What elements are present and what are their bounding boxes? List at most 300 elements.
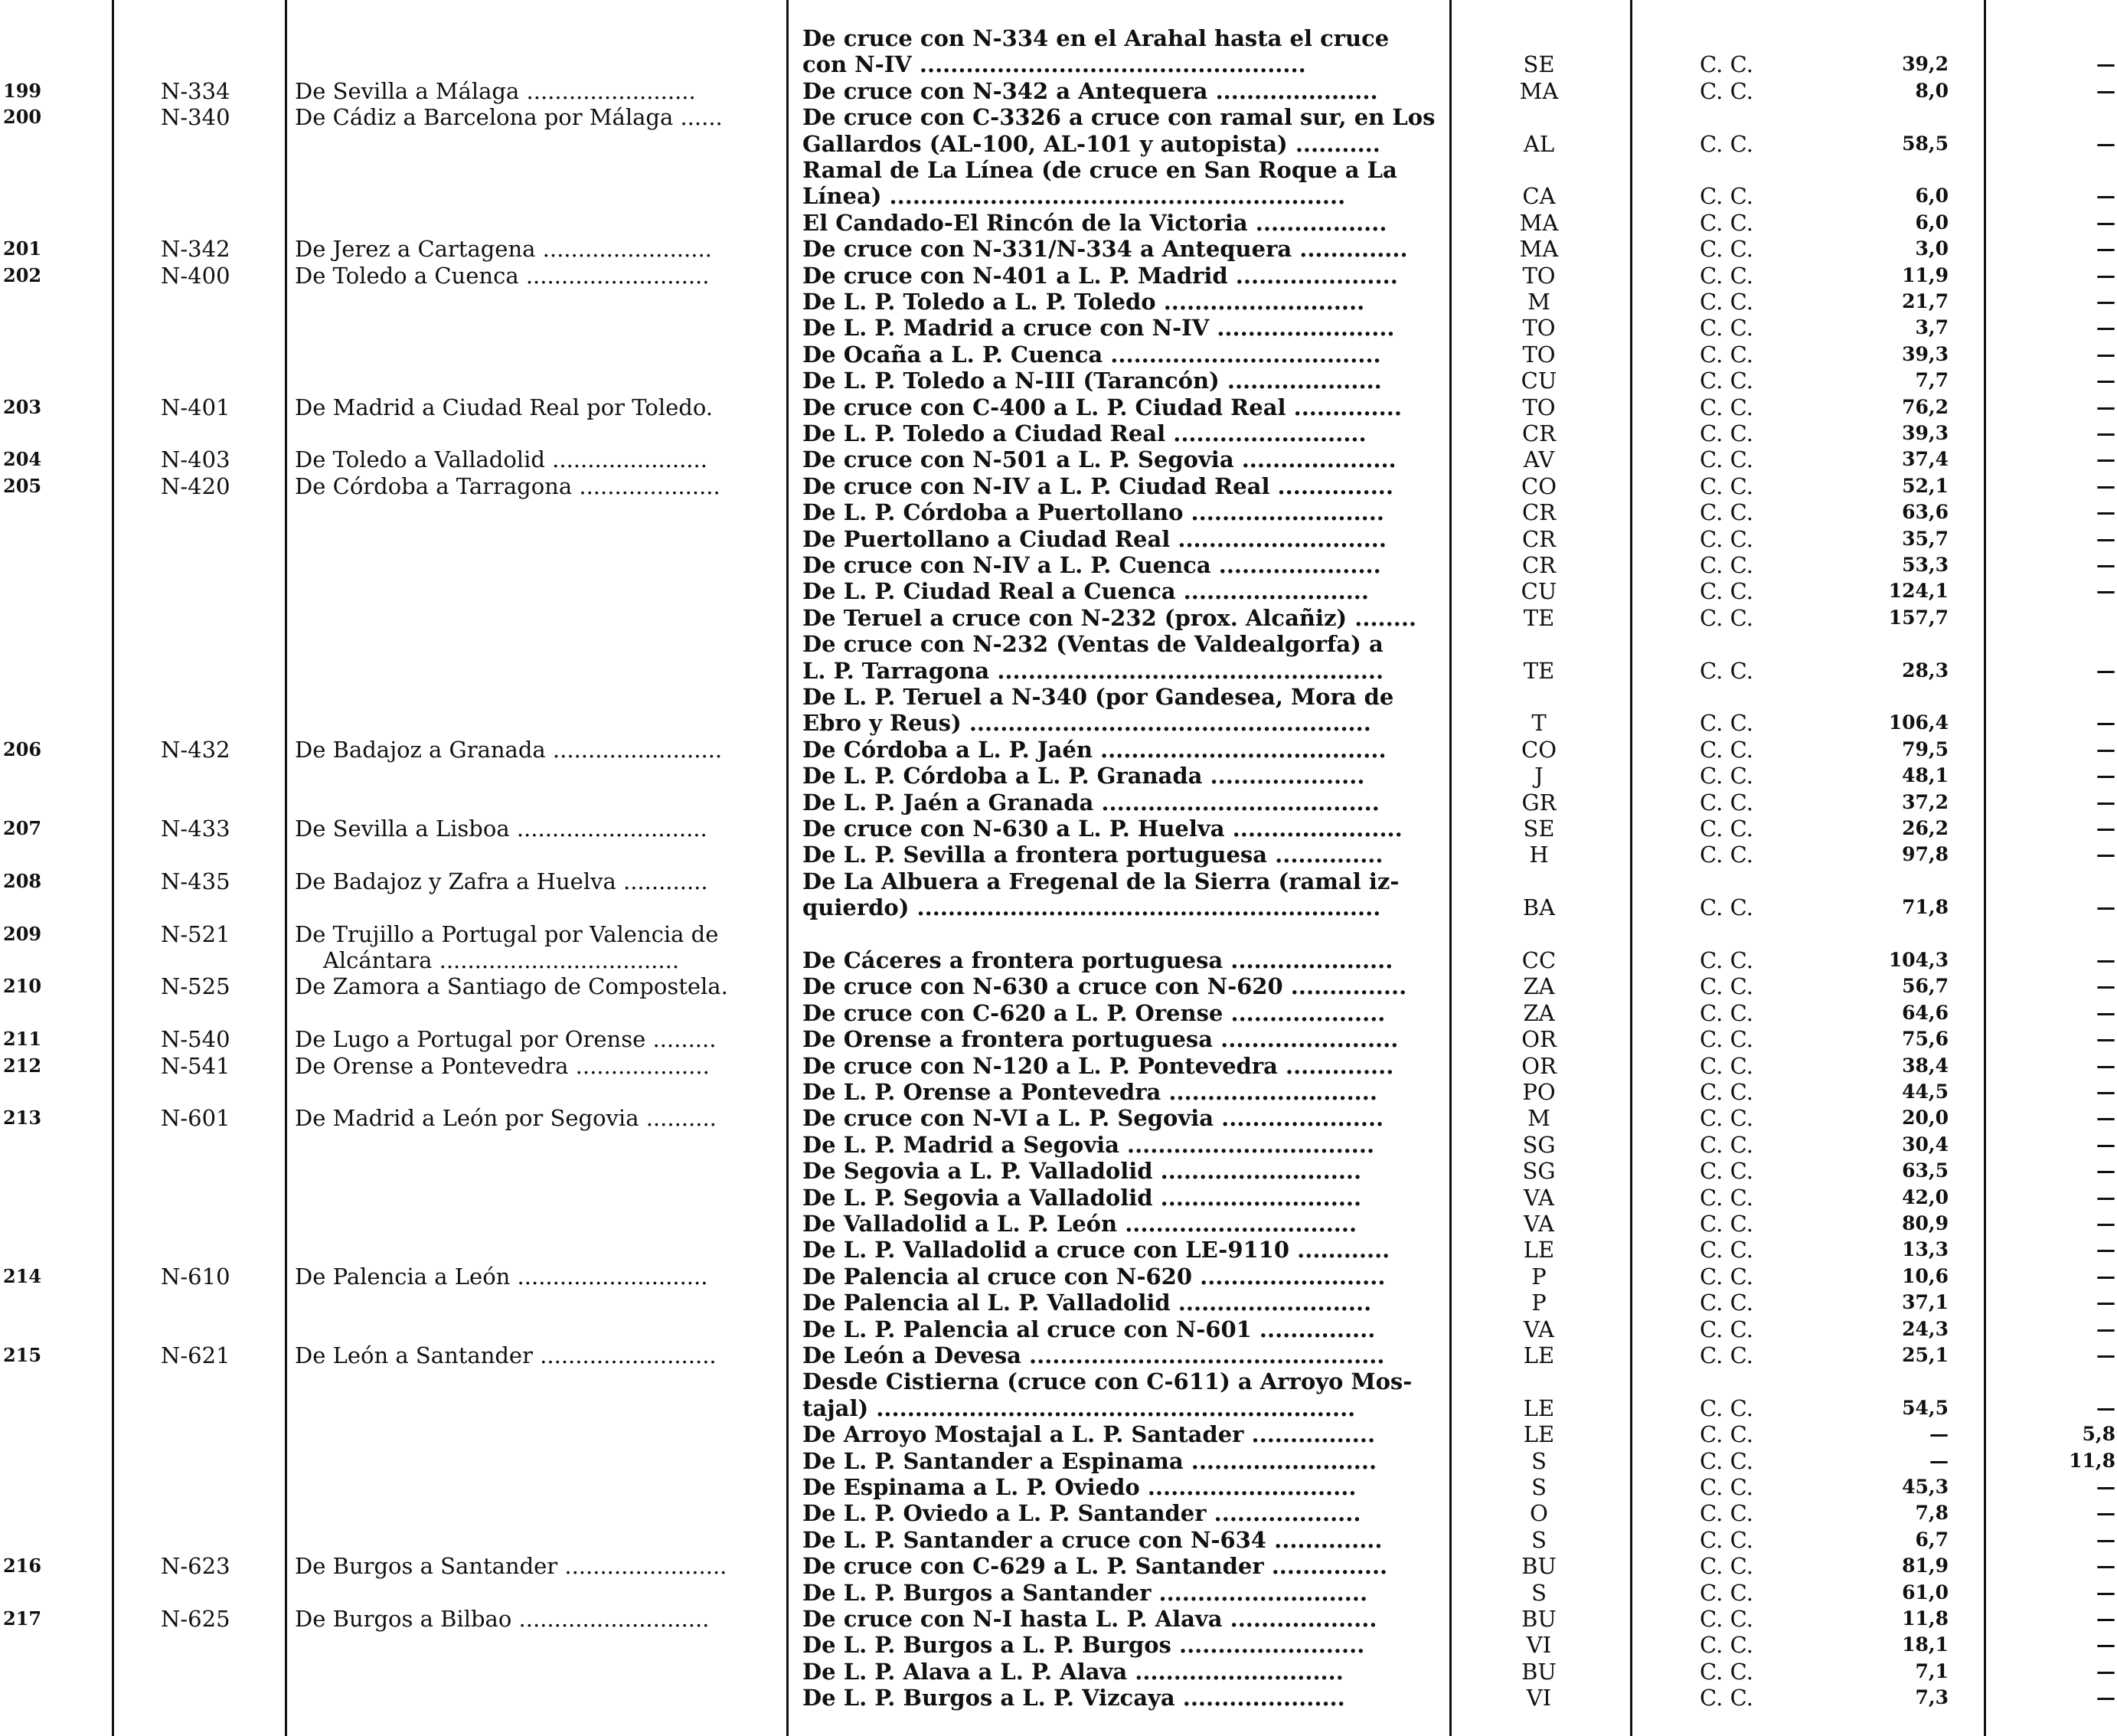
classification: C. C. — [1700, 1342, 1753, 1368]
table-row — [0, 1526, 2117, 1554]
classification: C. C. — [1700, 1237, 1753, 1264]
table-row — [0, 1658, 2117, 1685]
section-description: De Cáceres a frontera portuguesa ..................... — [802, 947, 1393, 973]
road-name: De Toledo a Cuenca .......................... — [295, 262, 710, 289]
table-row — [0, 1236, 2117, 1264]
road-name: De Jerez a Cartagena ........................ — [295, 236, 712, 263]
province-code: TO — [1522, 394, 1556, 420]
table-row — [0, 1579, 2117, 1607]
length-km-alt: — — [2096, 316, 2115, 339]
province-code: LE — [1523, 1394, 1555, 1421]
section-description: De L. P. Burgos a L. P. Burgos ........................ — [802, 1632, 1365, 1659]
classification: C. C. — [1700, 183, 1753, 210]
classification: C. C. — [1700, 472, 1753, 499]
length-km-alt: — — [2096, 211, 2115, 234]
length-km: 13,3 — [1902, 1238, 1949, 1261]
length-km-alt: — — [2096, 659, 2115, 682]
length-km: 75,6 — [1902, 1028, 1949, 1051]
length-km: 39,3 — [1902, 422, 1949, 444]
table-row — [0, 1078, 2117, 1106]
table-row — [0, 1421, 2117, 1448]
road-code: N-342 — [161, 236, 230, 263]
table-row — [0, 1184, 2117, 1211]
table-row — [0, 446, 2117, 473]
table-row — [0, 341, 2117, 368]
classification: C. C. — [1700, 1079, 1753, 1105]
length-km-alt: — — [2096, 1028, 2115, 1051]
section-description: De cruce con N-IV a L. P. Ciudad Real ............... — [802, 472, 1393, 499]
road-name: De León a Santander ......................... — [295, 1342, 717, 1368]
length-km-alt: — — [2096, 1581, 2115, 1604]
road-number: 200 — [3, 106, 42, 129]
road-name: De Sevilla a Lisboa ........................... — [295, 816, 707, 842]
length-km: 11,9 — [1902, 263, 1949, 286]
classification: C. C. — [1700, 209, 1753, 236]
length-km-alt: — — [2096, 1344, 2115, 1366]
province-code: VI — [1526, 1632, 1552, 1659]
road-name: De Cádiz a Barcelona por Málaga ...... — [295, 104, 723, 131]
classification: C. C. — [1700, 394, 1753, 420]
length-km-alt: — — [2096, 422, 2115, 444]
length-km-alt: 5,8 — [2082, 1423, 2115, 1446]
section-description: quierdo) ............................................................ — [802, 894, 1381, 921]
length-km: 20,0 — [1902, 1107, 1949, 1130]
table-row — [0, 1025, 2117, 1053]
section-description: con N-IV .................................................. — [802, 51, 1306, 78]
province-code: SG — [1522, 1158, 1556, 1185]
section-description: De cruce con N-120 a L. P. Pontevedra .............. — [802, 1052, 1394, 1079]
length-km: 44,5 — [1902, 1081, 1949, 1103]
length-km: 7,7 — [1915, 369, 1949, 392]
classification: C. C. — [1700, 763, 1753, 790]
table-row — [0, 551, 2117, 579]
section-description: De Palencia al L. P. Valladolid ......................... — [802, 1290, 1372, 1316]
section-description: De La Albuera a Fregenal de la Sierra (ramal iz- — [802, 868, 1400, 894]
classification: C. C. — [1700, 1211, 1753, 1237]
province-code: S — [1531, 1474, 1547, 1500]
section-description: De L. P. Madrid a cruce con N-IV ....................... — [802, 315, 1395, 342]
length-km: 106,4 — [1888, 711, 1949, 734]
province-code: CO — [1521, 472, 1557, 499]
section-description: Ramal de La Línea (de cruce en San Roque a La — [802, 157, 1397, 183]
province-code: H — [1529, 842, 1549, 868]
classification: C. C. — [1700, 1026, 1753, 1053]
section-description: De L. P. Toledo a L. P. Toledo .......................... — [802, 289, 1365, 315]
length-km: 48,1 — [1902, 764, 1949, 787]
section-description: De Orense a frontera portuguesa ....................... — [802, 1026, 1399, 1053]
classification: C. C. — [1700, 77, 1753, 104]
length-km: 35,7 — [1902, 527, 1949, 550]
section-description: De cruce con C-3326 a cruce con ramal sur, en Los — [802, 104, 1436, 131]
classification: C. C. — [1700, 1632, 1753, 1659]
length-km: 52,1 — [1902, 474, 1949, 497]
province-code: M — [1527, 1105, 1550, 1132]
length-km: 63,5 — [1902, 1159, 1949, 1182]
road-name: De Madrid a Ciudad Real por Toledo. — [295, 394, 713, 420]
length-km: 42,0 — [1902, 1185, 1949, 1208]
length-km: 157,7 — [1888, 606, 1949, 629]
section-description: De L. P. Santander a Espinama ........................ — [802, 1447, 1377, 1474]
table-row — [0, 499, 2117, 526]
table-row — [0, 1131, 2117, 1159]
table-row — [0, 1684, 2117, 1711]
road-name: De Badajoz a Granada ........................ — [295, 736, 723, 763]
section-description: L. P. Tarragona .................................................. — [802, 657, 1384, 684]
table-row — [0, 367, 2117, 394]
section-description: De L. P. Córdoba a L. P. Granada .................... — [802, 763, 1365, 790]
table-row — [0, 1605, 2117, 1633]
classification: C. C. — [1700, 1421, 1753, 1448]
section-description: De cruce con N-401 a L. P. Madrid ..................... — [802, 262, 1398, 289]
table-row — [0, 1210, 2117, 1237]
province-code: ZA — [1523, 973, 1555, 1000]
classification: C. C. — [1700, 1184, 1753, 1211]
classification: C. C. — [1700, 842, 1753, 868]
province-code: S — [1531, 1526, 1547, 1553]
classification: C. C. — [1700, 1394, 1753, 1421]
road-code: N-621 — [161, 1342, 230, 1368]
section-description: De cruce con N-630 a cruce con N-620 ............... — [802, 973, 1407, 1000]
table-row — [0, 1342, 2117, 1369]
length-km-alt: — — [2096, 1528, 2115, 1551]
province-code: BU — [1521, 1553, 1557, 1580]
table-row — [0, 1499, 2117, 1527]
section-description: De L. P. Oviedo a L. P. Santander ................... — [802, 1500, 1361, 1527]
classification: C. C. — [1700, 1158, 1753, 1185]
length-km: 11,8 — [1902, 1607, 1949, 1630]
classification: C. C. — [1700, 51, 1753, 78]
length-km: 18,1 — [1902, 1633, 1949, 1656]
table-row — [0, 262, 2117, 289]
province-code: GR — [1521, 789, 1557, 816]
length-km: 39,2 — [1902, 53, 1949, 76]
road-number: 213 — [3, 1107, 42, 1130]
table-row — [0, 709, 2117, 737]
classification: C. C. — [1700, 657, 1753, 684]
table-row — [0, 130, 2117, 158]
length-km-alt: — — [2096, 1291, 2115, 1314]
province-code: SE — [1523, 816, 1555, 842]
province-code: CA — [1522, 183, 1556, 210]
length-km: 39,3 — [1902, 342, 1949, 365]
length-km: 6,0 — [1915, 185, 1949, 208]
classification: C. C. — [1700, 1685, 1753, 1711]
length-km: 8,0 — [1915, 79, 1949, 102]
classification: C. C. — [1700, 525, 1753, 552]
table-row — [0, 1631, 2117, 1659]
length-km-alt: — — [2096, 1185, 2115, 1208]
section-description: tajal) .............................................................. — [802, 1394, 1356, 1421]
length-km-alt: — — [2096, 237, 2115, 260]
length-km: 7,3 — [1915, 1686, 1949, 1709]
province-code: VA — [1524, 1316, 1554, 1342]
road-name: De Sevilla a Málaga ........................ — [295, 77, 696, 104]
road-number: 212 — [3, 1054, 42, 1077]
length-km: 56,7 — [1902, 975, 1949, 998]
table-row — [0, 1316, 2117, 1343]
length-km-alt: — — [2096, 790, 2115, 813]
road-code: N-420 — [161, 472, 230, 499]
table-row — [0, 288, 2117, 315]
province-code: O — [1530, 1500, 1548, 1527]
road-number: 216 — [3, 1555, 42, 1577]
road-code: N-625 — [161, 1606, 230, 1632]
section-description: De cruce con N-232 (Ventas de Valdealgorfa) a — [802, 631, 1384, 658]
length-km-alt: — — [2096, 290, 2115, 312]
section-description: De cruce con C-629 a L. P. Santander ............... — [802, 1553, 1388, 1580]
section-description: De León a Devesa .............................................. — [802, 1342, 1385, 1368]
province-code: MA — [1519, 236, 1559, 263]
table-row — [0, 762, 2117, 790]
section-description: El Candado-El Rincón de la Victoria ................. — [802, 209, 1387, 236]
road-code: N-432 — [161, 736, 230, 763]
length-km: 37,4 — [1902, 448, 1949, 471]
classification: C. C. — [1700, 1263, 1753, 1290]
road-number: 209 — [3, 922, 42, 945]
province-code: M — [1527, 289, 1550, 315]
length-km-alt: — — [2096, 448, 2115, 471]
province-code: CR — [1521, 525, 1557, 552]
province-code: TO — [1522, 341, 1556, 368]
length-km-alt: — — [2096, 1107, 2115, 1130]
table-row — [0, 577, 2117, 605]
classification: C. C. — [1700, 736, 1753, 763]
length-km: 81,9 — [1902, 1555, 1949, 1577]
road-number: 203 — [3, 395, 42, 418]
section-description: De L. P. Madrid a Segovia ................................ — [802, 1131, 1375, 1158]
classification: C. C. — [1700, 973, 1753, 1000]
length-km-alt: — — [2096, 395, 2115, 418]
length-km-alt: — — [2096, 1081, 2115, 1103]
length-km: 10,6 — [1902, 1264, 1949, 1287]
length-km-alt: — — [2096, 132, 2115, 155]
table-row — [0, 1552, 2117, 1580]
section-description: Línea) ........................................................... — [802, 183, 1346, 210]
length-km: 6,0 — [1915, 211, 1949, 234]
section-description: De L. P. Sevilla a frontera portuguesa .............. — [802, 842, 1384, 868]
road-number: 206 — [3, 737, 42, 760]
length-km: 3,0 — [1915, 237, 1949, 260]
section-description: De L. P. Teruel a N-340 (por Gandesea, Mora de — [802, 684, 1394, 710]
province-code: PO — [1522, 1079, 1556, 1105]
section-description: De cruce con N-501 a L. P. Segovia .................... — [802, 446, 1397, 473]
road-number: 215 — [3, 1344, 42, 1366]
section-description: De cruce con N-334 en el Arahal hasta el cruce — [802, 25, 1390, 51]
length-km-alt: — — [2096, 501, 2115, 524]
table-row — [0, 1104, 2117, 1132]
length-km: 64,6 — [1902, 1001, 1949, 1024]
table-row — [0, 973, 2117, 1000]
table-row — [0, 394, 2117, 421]
length-km: 124,1 — [1888, 580, 1949, 603]
road-code: N-525 — [161, 973, 230, 1000]
province-code: OR — [1521, 1026, 1557, 1053]
road-name: De Orense a Pontevedra ................... — [295, 1052, 710, 1079]
province-code: P — [1531, 1290, 1547, 1316]
table-row — [0, 868, 2117, 895]
province-code: MA — [1519, 77, 1559, 104]
road-number: 204 — [3, 448, 42, 471]
province-code: S — [1531, 1447, 1547, 1474]
province-code: MA — [1519, 209, 1559, 236]
province-code: VA — [1524, 1184, 1554, 1211]
length-km-alt: — — [2096, 1264, 2115, 1287]
classification: C. C. — [1700, 999, 1753, 1026]
classification: C. C. — [1700, 130, 1753, 157]
section-description: De L. P. Ciudad Real a Cuenca ........................ — [802, 578, 1369, 605]
classification: C. C. — [1700, 341, 1753, 368]
classification: C. C. — [1700, 289, 1753, 315]
road-name: De Palencia a León ........................... — [295, 1263, 708, 1290]
section-description: De L. P. Alava a L. P. Alava ........................... — [802, 1658, 1344, 1685]
section-description: De cruce con N-VI a L. P. Segovia ..................... — [802, 1105, 1384, 1132]
road-code: N-521 — [161, 920, 230, 947]
table-row — [0, 51, 2117, 78]
road-code: N-340 — [161, 104, 230, 131]
section-description: De L. P. Palencia al cruce con N-601 ............... — [802, 1316, 1376, 1342]
table-row — [0, 1447, 2117, 1475]
length-km: 76,2 — [1902, 395, 1949, 418]
classification: C. C. — [1700, 1105, 1753, 1132]
road-number: 207 — [3, 817, 42, 839]
table-row — [0, 182, 2117, 210]
table-row — [0, 736, 2117, 763]
road-code: N-400 — [161, 262, 230, 289]
province-code: CU — [1521, 368, 1557, 394]
road-code: N-623 — [161, 1553, 230, 1580]
road-number: 202 — [3, 263, 42, 286]
length-km: 71,8 — [1902, 896, 1949, 919]
length-km-alt: — — [2096, 185, 2115, 208]
length-km: 26,2 — [1902, 817, 1949, 839]
length-km-alt: — — [2096, 527, 2115, 550]
section-description: De cruce con N-I hasta L. P. Alava ................... — [802, 1606, 1377, 1632]
table-row — [0, 683, 2117, 711]
length-km-alt: — — [2096, 474, 2115, 497]
section-description: De cruce con C-620 a L. P. Orense .................... — [802, 999, 1386, 1026]
length-km-alt: — — [2096, 975, 2115, 998]
province-code: CC — [1521, 947, 1557, 973]
table-row — [0, 77, 2117, 105]
road-code: N-601 — [161, 1105, 230, 1132]
length-km-alt: — — [2096, 1054, 2115, 1077]
section-description: De Palencia al cruce con N-620 ........................ — [802, 1263, 1386, 1290]
section-description: De L. P. Córdoba a Puertollano ......................... — [802, 499, 1384, 526]
length-km: 79,5 — [1902, 737, 1949, 760]
road-code: N-401 — [161, 394, 230, 420]
classification: C. C. — [1700, 1606, 1753, 1632]
province-code: TE — [1523, 657, 1555, 684]
road-code: N-433 — [161, 816, 230, 842]
table-row — [0, 209, 2117, 237]
table-row — [0, 1394, 2117, 1422]
section-description: De cruce con N-331/N-334 a Antequera .............. — [802, 236, 1408, 263]
classification: C. C. — [1700, 604, 1753, 631]
length-km: 54,5 — [1902, 1396, 1949, 1419]
province-code: S — [1531, 1579, 1547, 1606]
table-row — [0, 920, 2117, 948]
length-km-alt: — — [2096, 737, 2115, 760]
length-km-alt: — — [2096, 79, 2115, 102]
province-code: P — [1531, 1263, 1547, 1290]
length-km-alt: — — [2096, 843, 2115, 866]
length-km-alt: 11,8 — [2069, 1449, 2115, 1472]
classification: C. C. — [1700, 816, 1753, 842]
section-description: De L. P. Toledo a Ciudad Real ......................... — [802, 420, 1367, 446]
classification: C. C. — [1700, 499, 1753, 526]
section-description: De cruce con N-342 a Antequera ..................... — [802, 77, 1378, 104]
length-km-alt: — — [2096, 580, 2115, 603]
length-km: 58,5 — [1902, 132, 1949, 155]
length-km-alt: — — [2096, 1133, 2115, 1156]
section-description: Desde Cistierna (cruce con C-611) a Arroyo Mos- — [802, 1368, 1413, 1395]
province-code: T — [1531, 710, 1547, 737]
section-description: De Valladolid a L. P. León .............................. — [802, 1211, 1357, 1237]
province-code: LE — [1523, 1237, 1555, 1264]
table-row — [0, 1157, 2117, 1185]
table-row — [0, 815, 2117, 842]
table-row — [0, 789, 2117, 816]
length-km-alt: — — [2096, 342, 2115, 365]
province-code: SE — [1523, 51, 1555, 78]
classification: C. C. — [1700, 1131, 1753, 1158]
province-code: AL — [1523, 130, 1555, 157]
table-row — [0, 657, 2117, 685]
length-km: 37,1 — [1902, 1291, 1949, 1314]
province-code: VA — [1524, 1211, 1554, 1237]
length-km: 28,3 — [1902, 659, 1949, 682]
length-km: 61,0 — [1902, 1581, 1949, 1604]
length-km-alt: — — [2096, 949, 2115, 971]
province-code: CR — [1521, 499, 1557, 526]
classification: C. C. — [1700, 262, 1753, 289]
classification: C. C. — [1700, 789, 1753, 816]
province-code: ZA — [1523, 999, 1555, 1026]
road-name: De Trujillo a Portugal por Valencia de — [295, 920, 719, 947]
length-km: 80,9 — [1902, 1212, 1949, 1234]
length-km-alt: — — [2096, 1659, 2115, 1682]
length-km-alt: — — [2096, 1633, 2115, 1656]
classification: C. C. — [1700, 894, 1753, 921]
length-km-alt: — — [2096, 1555, 2115, 1577]
length-km: 25,1 — [1902, 1344, 1949, 1366]
province-code: BU — [1521, 1658, 1557, 1685]
province-code: SG — [1522, 1131, 1556, 1158]
length-km-alt: — — [2096, 817, 2115, 839]
table-row — [0, 103, 2117, 131]
province-code: VI — [1526, 1685, 1552, 1711]
length-km-alt: — — [2096, 369, 2115, 392]
section-description: De L. P. Orense a Pontevedra ........................... — [802, 1079, 1377, 1105]
length-km: 24,3 — [1902, 1317, 1949, 1340]
table-row — [0, 314, 2117, 342]
section-description: De L. P. Toledo a N-III (Tarancón) .................... — [802, 368, 1382, 394]
road-name: De Badajoz y Zafra a Huelva ............ — [295, 868, 708, 894]
table-row — [0, 946, 2117, 974]
table-row — [0, 1473, 2117, 1501]
section-description: De Teruel a cruce con N-232 (prox. Alcañiz) ........ — [802, 604, 1417, 631]
table-row — [0, 420, 2117, 447]
road-name: De Córdoba a Tarragona .................... — [295, 472, 720, 499]
road-number: 201 — [3, 237, 42, 260]
table-row — [0, 1263, 2117, 1290]
road-number: 211 — [3, 1028, 42, 1051]
province-code: CU — [1521, 578, 1557, 605]
length-km-alt: — — [2096, 1502, 2115, 1525]
length-km-alt: — — [2096, 896, 2115, 919]
province-code: LE — [1523, 1342, 1555, 1368]
classification: C. C. — [1700, 315, 1753, 342]
